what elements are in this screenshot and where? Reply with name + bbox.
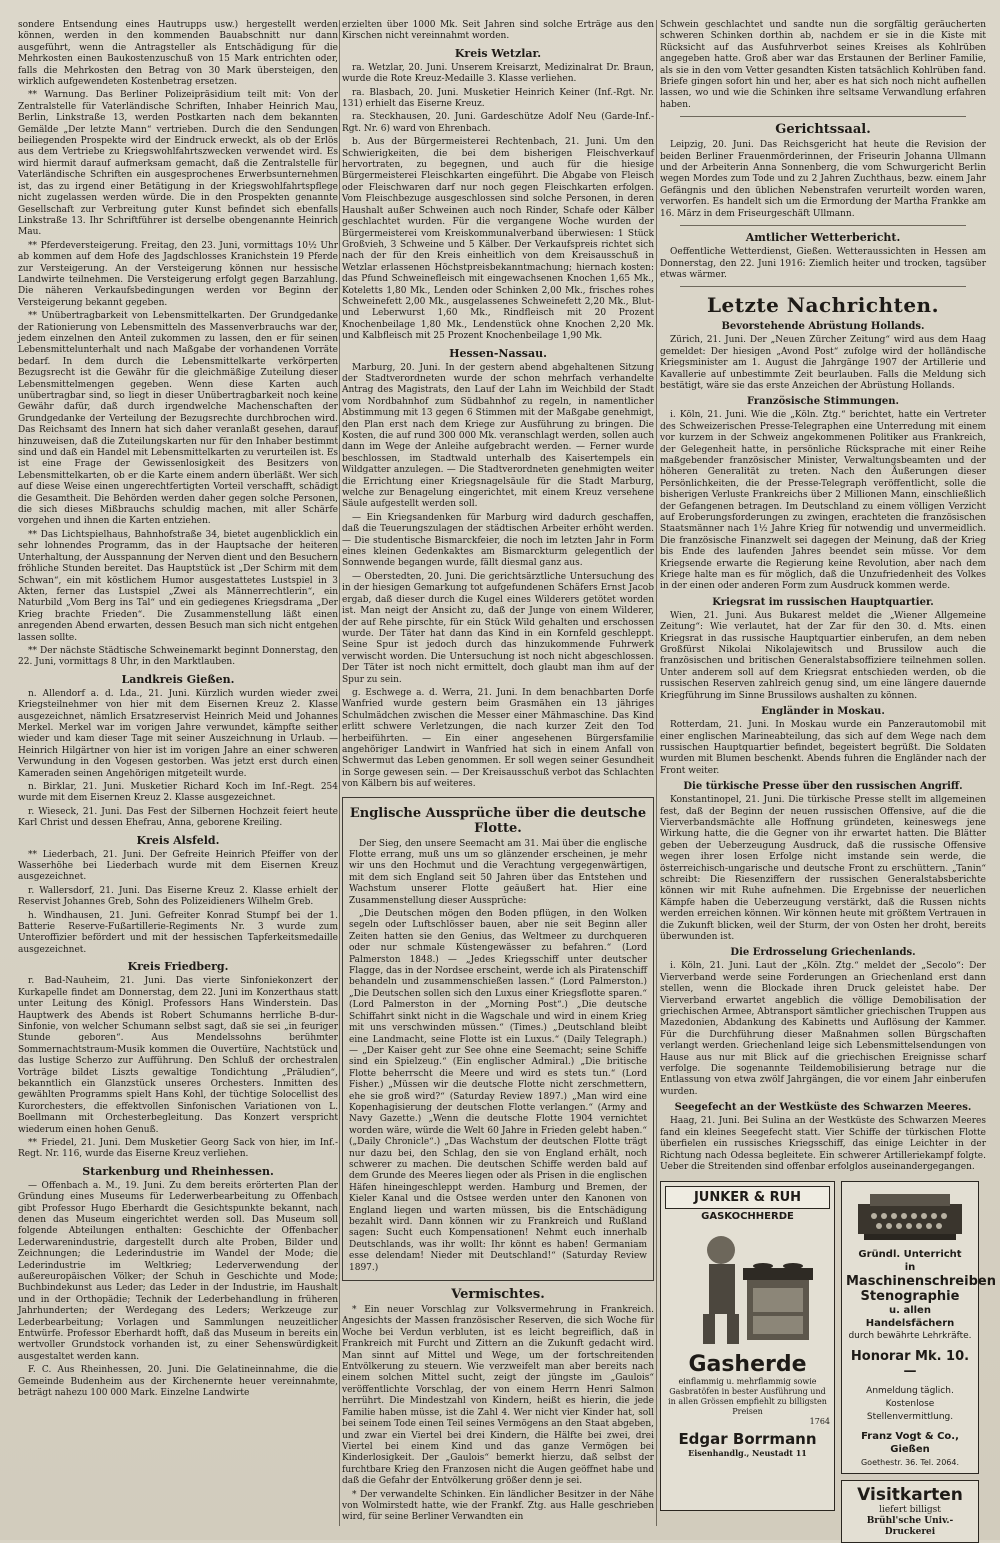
article-paragraph: i. Köln, 21. Juni. Laut der „Köln. Ztg.“ meldet der „Secolo“: Der Vierverband werde seine Forderungen an Griechenland erst dann stellen, wenn die Blockade ihren Druck geleistet habe. Der Vierverband erwartet angeblich die völlige Demobilisation der griechischen Armee, Abtransport sämtlicher griechischen Truppen aus Mazedonien, Abdankung des Kabinetts und Auflösung der Kammer. Für die Durchführung dieser Maßnahmen sollen Bürgschaften verlangt werden. Griechenland leige sich Lebensmittelsendungen von Hause aus nur mit Blick auf die griechischen Ereignisse scharf verfolge. Die sogenannte Teildemobilisierung betrage nur die Entlassung von etwa zwölf Jahrgängen, die vor einem Jahr einberufen wurden.	[660, 961, 986, 1097]
ad-title: Visitkarten	[857, 1485, 963, 1506]
subheading: Die Erdrosselung Griechenlands.	[730, 947, 916, 959]
article-paragraph: n. Allendorf a. d. Lda., 21. Juni. Kürzlich wurden wieder zwei Kriegsteilnehmer von hier mit dem Eisernen Kreuz 2. Klasse ausgezeichnet, nämlich Ersatzreservist Heinrich Meid und Johannes Merkel. Merkel war im vorigen Jahre verwundet, kämpfte seither wieder und kam dieser Tage mit seiner Auszeichnung in Urlaub. — Heinrich Hilgärtner von hier ist im vorigen Jahre an einer schweren Verwundung in den Vogesen gestorben. Was jetzt erst durch einen Kameraden seinen Angehörigen mitgeteilt wurde.	[18, 688, 338, 779]
article-paragraph: Leipzig, 20. Juni. Das Reichsgericht hat heute die Revision der beiden Berliner Frauenmörderinnen, der Friseurin Johanna Ullmann und der Arbeiterin Anna Sonnenberg, die vom Schwurgericht Berlin wegen Mordes zum Tode und zu 2 Jahren Zuchthaus, bezw. einem Jahr Gefängnis und den üblichen Nebenstrafen verurteilt worden waren, verworfen. Es handelt sich um die Ermordung der Martha Frankke am 16. März in dem Friseurgeschäft Ullmann.	[660, 140, 986, 219]
article-paragraph: b. Aus der Bürgermeisterei Rechtenbach, 21. Juni. Um den Schwierigkeiten, die bei dem bisherigen Fleischverkauf hervortraten, zu begegnen, und auch für die hiesige Bürgermeisterei Fleischkarten eingeführt. Die Abgabe von Fleisch oder Fleischwaren darf nur noch gegen Fleischkarten erfolgen. Vom Fleischbezuge ausgeschlossen sind solche Personen, in deren Haushalt außer Schweinen auch noch Rinder, Schafe oder Kälber geschlachtet wurden. Für die vergangene Woche wurden der Bürgermeisterei vom Kreiskommunalverband überwiesen: 1 Stück Großvieh, 3 Schweine und 5 Kälber. Der Verkaufspreis richtet sich nach der für den Kreis einheitlich von dem Kreisausschuß in Wetzlar erlassenen Höchstpreisbekanntmachung; hiernach kosten: das Pfund Schweinefleisch mit eingewachsenen Knochen 1,65 Mk., Koteletts 1,80 Mk., Lenden oder Schinken 2,00 Mk., frisches rohes Schweinefett 2,00 Mk., ausgelassenes Schweinefett 2,20 Mk., Blut- und Leberwurst 1,60 Mk., Rindfleisch mit 20 Prozent Knochenbeilage 1,80 Mk., Lendenstück ohne Knochen 2,20 Mk. und Kalbfleisch mit 25 Prozent Knochenbeilage 1,90 Mk.	[342, 137, 654, 342]
ad-address: Eisenhandlg., Neustadt 11	[688, 1448, 807, 1459]
column-rule	[339, 20, 340, 1526]
article-paragraph: h. Windhausen, 21. Juni. Gefreiter Konrad Stumpf bei der 1. Batterie Reserve-Fußartillerie-Regiments Nr. 3 wurde zum Unteroffizier befördert und mit der hessischen Tapferkeitsmedaille ausgezeichnet.	[18, 910, 338, 955]
ad-address: Goethestr. 36. Tel. 2064.	[860, 1458, 959, 1468]
subheading: Seegefecht an der Westküste des Schwarzen Meeres.	[674, 1102, 972, 1114]
section-heading: Landkreis Gießen.	[121, 672, 235, 686]
article-paragraph: Zürich, 21. Juni. Der „Neuen Zürcher Zeitung“ wird aus dem Haag gemeldet: Der hiesigen „Avond Post“ zufolge wird der holländische Kriegsminister am 1. August die Jahrgänge 1907 der Artillerie und Kavallerie auf unbestimmte Zeit beurlauben. Falls die Meldung sich bestätigt, wäre sie das erste Anzeichen der Abrüstung Hollands.	[660, 335, 986, 391]
article-paragraph: g. Eschwege a. d. Werra, 21. Juni. In dem benachbarten Dorfe Wanfried wurde gestern beim Grasmähen ein 13 jähriges Schulmädchen zwischen die Messer einer Mähmaschine. Das Kind erlitt schwere Verletzungen, die nach kurzer Zeit den Tod herbeiführten. — Ein einer angesehenen Bürgersfamilie angehöriger Landwirt in Wanfried hat sich in einem Anfall von Schwermut das Leben genommen. Er soll wegen seiner Gesundheit in Sorge gewesen sein. — Der Kreisausschuß verbot das Schlachten von Kälbern bis auf weiteres.	[342, 687, 654, 790]
article-paragraph: ** Warnung. Das Berliner Polizeipräsidium teilt mit: Von der Zentralstelle für Vaterländische Schriften, Inhaber Heinrich Mau, Berlin, Linkstraße 13, werden Postkarten nach dem bekannten Gemälde „Der letzte Mann“ vertrieben. Durch die den Sendungen beiliegenden Prospekte wird der Eindruck erweckt, als ob der Erlös aus dem Vertriebe zu Kriegswohlfahrtszwecken verwendet wird. Es wird hiermit darauf aufmerksam gemacht, daß die Zentralstelle für Vaterländische Schriften ein ausgesprochenes Erwerbsunternehmen ist, das zu irgend einer Betätigung in der Kriegswohlfahrtspflege nicht zugelassen werden würde. Die in den Prospekten genannte Gesellschaft zur Verbreitung guter Kunst befindet sich ebenfalls Linkstraße 13. Ihr Schriftführer ist derselbe obengenannte Heinrich Mau.	[18, 90, 338, 238]
ad-line: Anmeldung täglich. Kostenlose Stellenvermittlung.	[866, 1386, 954, 1423]
article-paragraph: * Der verwandelte Schinken. Ein ländlicher Besitzer in der Nähe von Wolmirstedt hatte, wie der Frankf. Ztg. aus Halle geschrieben wird, für seine Berliner Verwandten ein	[342, 1489, 654, 1523]
ad-firm: Brühl'sche Univ.-Druckerei	[866, 1516, 954, 1538]
article-paragraph: Haag, 21. Juni. Bei Sulina an der Westküste des Schwarzen Meeres fand ein kleines Seegefecht statt. Vier Schiffe der türkischen Flotte überfielen ein russisches Kriegsschiff, das einige Leichter in der Richtung nach Odessa begleitete. Ein schwerer Artilleriekampf folgte. Ueber die Streitenden sind offenbar erfolglos auseinandergegangen.	[660, 1116, 986, 1172]
ad-number: 1764	[809, 1417, 830, 1427]
ad-right-stack	[841, 1181, 996, 1543]
ad-line: durch bewährte Lehrkräfte.	[848, 1331, 972, 1342]
typewriter-icon	[850, 1186, 970, 1244]
section-heading: Kreis Friedberg.	[127, 960, 229, 974]
ad-line: in	[904, 1262, 916, 1274]
column-3	[660, 20, 996, 1538]
ad-subtitle: GASKOCHHERDE	[701, 1211, 794, 1223]
article-paragraph: Wien, 21. Juni. Aus Bukarest meldet die „Wiener Allgemeine Zeitung“: Wie verlautet, hat der Zar für den 30. d. Mts. einen Kriegsrat in das russische Hauptquartier einberufen, an dem neben Großfürst Nikolai Nikolajewitsch und Brussilow auch die französischen und britischen Generalstabsoffiziere teilnehmen sollen. Unter anderem soll auf dem Kriegsrat entschieden werden, ob die russischen Reserven zahlreich genug sind, um eine längere dauernde Kriegführung im Sinne Brussilows aushalten zu können.	[660, 610, 986, 701]
article-paragraph: r. Wieseck, 21. Juni. Das Fest der Silbernen Hochzeit feiert heute Karl Christ und dessen Ehefrau, Anna, geborene Kreiling.	[18, 806, 338, 829]
article-paragraph: ** Pferdeversteigerung. Freitag, den 23. Juni, vormittags 10½ Uhr ab kommen auf dem Hofe des Jagdschlosses Kranichstein 19 Pferde zur Versteigerung. An der Versteigerung können nur hessische Landwirte teilnehmen. Die Versteigerung erfolgt gegen Barzahlung. Die näheren Verkaufsbedingungen werden vor Beginn der Versteigerung bekannt gegeben.	[18, 240, 338, 308]
article-paragraph: ra. Steckhausen, 20. Juni. Gardeschütze Adolf Neu (Garde-Inf.-Rgt. Nr. 6) ward von Ehrenbach.	[342, 112, 654, 134]
article-paragraph: „Die Deutschen mögen den Boden pflügen, in den Wolken segeln oder Luftschlösser bauen, aber nie seit Beginn aller Zeiten hatten sie den Genius, das Weltmeer zu durchqueren oder nur schmale Küstengewässer zu befahren.“ (Lord Palmerston 1848.) — „Jedes Kriegsschiff unter deutscher Flagge, das in der Nordsee erscheint, werde ich als Piratenschiff behandeln und zusammenschießen lassen.“ (Lord Palmerston.) „Die Deutschen sollen sich den Luxus einer Kriegsflotte sparen.“ (Lord Palmerston in der „Morning Post“.) „Die deutsche Schiffahrt sinkt nicht in die Wagschale und wird in einem Krieg mit uns verschwinden müssen.“ (Times.) „Deutschland bleibt eine Landmacht, seine Flotte ist ein Luxus.“ (Daily Telegraph.) — „Der Kaiser geht zur See ohne eine Seemacht; seine Schiffe sind ein Spielzeug.“ (Ein englischer Admiral.) „Die britische Flotte beherrscht die Meere und wird es stets tun.“ (Lord Fisher.) „Müssen wir die deutsche Flotte nicht zerschmettern, ehe sie groß wird?“ (Saturday Review 1897.) „Man wird eine Kopenhagisierung der deutschen Flotte verlangen.“ (Army and Navy Gazette.) „Wenn die deutsche Flotte 1904 vernichtet worden wäre, würde die Welt 60 Jahre in Frieden gelebt haben.“ („Daily Chronicle“.) „Das Wachstum der deutschen Flotte trägt nur dazu bei, den Schlag, den sie von England erhält, noch schwerer zu machen. Die deutschen Schiffe werden bald auf dem Grunde des Meeres liegen oder als Prisen in die englischen Häfen hineingeschleppt werden. Hamburg und Bremen, der Kieler Kanal und die Ostsee werden unter den Kanonen von England liegen und warten müssen, bis die Entschädigung bezahlt wird. Dann können wir zu Frankreich und Rußland sagen: Sucht euch Kompensationen! Nehmt euch innerhalb Deutschlands, was ihr wollt: Ihr könnt es haben! Germaniam esse delendam! Nieder mit Deutschland!“ (Saturday Review 1897.)	[349, 909, 647, 1273]
article-paragraph: ** Der nächste Städtische Schweinemarkt beginnt Donnerstag, den 22. Juni, vormittags 8 Uhr, in den Marktlauben.	[18, 645, 338, 668]
ad-description: einflammig u. mehrflammig sowie Gasbratöfen in bester Ausführung und in allen Grössen empfiehlt zu billigsten Preisen	[668, 1377, 827, 1417]
article-paragraph: Schwein geschlachtet und sandte nun die sorgfältig geräucherten schweren Schinken dorthin ab, nachdem er sie in die Kiste mit Rücksicht auf das Ausfuhrverbot seines Kreises als Kohlrüben angegeben hatte. Groß aber war das Erstaunen der Berliner Familie, als sie in den vom Vetter gesandten Kisten tatsächlich Kohlrüben fand. Briefe gingen sofort hin und her, aber es hat sich noch nicht aufhellen lassen, wo und wie die Schinken ihre seltsame Verwandlung erfahren haben.	[660, 20, 986, 110]
boxed-article-title: Englische Aussprüche über die deutsche Flotte.	[349, 805, 647, 836]
divider	[680, 225, 966, 226]
ad-line: Maschinenschreiben	[846, 1274, 996, 1290]
gas-stove-illustration	[673, 1228, 823, 1348]
subheading: Bevorstehende Abrüstung Hollands.	[721, 321, 925, 333]
section-heading: Vermischtes.	[451, 1287, 545, 1303]
article-paragraph: Der Sieg, den unsere Seemacht am 31. Mai über die englische Flotte errang, muß uns um so glänzender erscheinen, je mehr wir uns den Hochmut und die Verachtung vergegenwärtigen, mit dem sich England seit 50 Jahren über das Entstehen und Wachstum unserer Flotte geäußert hat. Hier eine Zusammenstellung dieser Aussprüche:	[349, 838, 647, 906]
column-rule	[656, 20, 657, 1526]
article-paragraph: * Ein neuer Vorschlag zur Volksvermehrung in Frankreich. Angesichts der Massen französischer Reserven, die sich Woche für Woche bei Verdun verbluten, ist es leicht begreiflich, daß in Frankreich mit Furcht und Zittern an die Zukunft gedacht wird. Man sinnt auf Mittel und Wege, um der fortschreitenden Entvölkerung zu steuern. Wie verzweifelt man aber bereits nach einem solchen Mittel sucht, zeigt der jüngste im „Gaulois“ veröffentlichte Vorschlag, der von einem Herrn Henri Salmon herrührt. Die Mindestzahl von Kindern, heißt es hierin, die jede Familie haben müsse, ist die Zahl 4. Wer nicht vier Kinder hat, soll bei seinem Tode einen Teil seines Vermögens an den Staat abgeben, und zwar ein Viertel bei drei Kindern, die Hälfte bei zwei, drei Viertel bei einem Kind und das ganze Vermögen bei Kinderlosigkeit. Der „Gaulois“ bemerkt hierzu, daß selbst der furchtbare Krieg den Franzosen nicht die Augen geöffnet habe und daß die Gefahr der Entvölkerung größer denn je sei.	[342, 1305, 654, 1487]
article-paragraph: Marburg, 20. Juni. In der gestern abend abgehaltenen Sitzung der Stadtverordneten wurde der schon mehrfach verhandelte Antrag des Magistrats, den Lauf der Lahn im Weichbild der Stadt vom Nordbahnhof zum Südbahnhof zu regeln, in namentlicher Abstimmung mit 13 gegen 6 Stimmen mit der Maßgabe genehmigt, den Plan erst nach dem Kriege zur Ausführung zu bringen. Die Kosten, die auf rund 300 000 Mk. veranschlagt werden, sollen auch dann im Wege der Anleihe aufgebracht werden. — Ferner wurde beschlossen, im Stadtwald unterhalb des Kaisertempels ein Wildgatter anzulegen. — Die Stadtverordneten genehmigten weiter die Errichtung einer Kriegsnagelsäule für die Stadt Marburg, welche zur Benagelung eingerichtet, mit einem Kreuz versehene Säule aufgestellt werden soll.	[342, 362, 654, 510]
column-1	[18, 20, 338, 1526]
section-heading: Amtlicher Wetterbericht.	[745, 231, 901, 245]
ad-typing-school	[841, 1181, 996, 1474]
section-heading: Starkenburg und Rheinhessen.	[82, 1164, 274, 1178]
article-paragraph: i. Köln, 21. Juni. Wie die „Köln. Ztg.“ berichtet, hatte ein Vertreter des Schweizerischen Presse-Telegraphen eine Unterredung mit einem vor kurzem in der Schweiz angekommenen Politiker aus Frankreich, der Gelegenheit hatte, in persönliche Rücksprache mit einer Reihe maßgebender französischer Minister, Verwaltungsbeamten und der höheren Generalität zu treten. Nach den Äußerungen dieser Persönlichkeiten, die der Presse-Telegraph veröffentlicht, solle die bisherigen Verluste Frankreichs über 2 Millionen Mann, einschließlich der Gefangenen betragen. Im Deutschland zu einem völligen Verzicht auf Eroberungsforderungen zu zwingen, erachteten die französischen Staatsmänner nach 1½ Jahre Krieg für notwendig und unvermeidlich. Die französische Finanzwelt sei dagegen der Meinung, daß der Krieg bis Ende des laufenden Jahres beendet sein müsse. Vor dem Kriegsende erwarte die Regierung keine Revolution, aber nach dem Kriege halte man es für möglich, daß die Unzufriedenheit des Volkes in der einen oder anderen Form zum Ausdruck kommen werde.	[660, 410, 986, 592]
main-heading: Letzte Nachrichten.	[706, 293, 940, 318]
section-heading: Kreis Wetzlar.	[454, 46, 542, 60]
article-paragraph: Konstantinopel, 21. Juni. Die türkische Presse stellt im allgemeinen fest, daß der Beginn der neuen russischen Offensive, auf die die Vierverbandsmächte alle Hoffnung gründeten, keineswegs jene Wirkung hatte, die die Gegner von ihr erwartet hatten. Die Blätter geben der Ueberzeugung Ausdruck, daß die russische Offensive wegen ihrer losen Erfolge nicht imstande sein werde, die österreichisch-ungarische und deutsche Front zu erschüttern. „Tanin“ schreibt: Die Riesenziffern der russischen Generalstabsberichte können wir mit Ruhe aufnehmen. Die Ergebnisse der neuerlichen Kämpfe haben die Ueberzeugung verstärkt, daß die Russen nichts werden erreichen können. Wir können heute mit größtem Vertrauen in die Zukunft blicken, weil der Sturm, der von Osten her droht, bereits überwunden ist.	[660, 795, 986, 942]
article-paragraph: ra. Wetzlar, 20. Juni. Unserem Kreisarzt, Medizinalrat Dr. Braun, wurde die Rote Kreuz-Medaille 3. Klasse verliehen.	[342, 62, 654, 85]
subheading: Französische Stimmungen.	[746, 396, 899, 408]
article-paragraph: erzielten über 1000 Mk. Seit Jahren sind solche Erträge aus den Kirschen nicht vereinnahmt worden.	[342, 20, 654, 42]
article-paragraph: r. Bad-Nauheim, 21. Juni. Das vierte Sinfoniekonzert der Kurkapelle findet am Donnerstag, dem 22. Juni im Konzerthaus statt unter Leitung des Königl. Professors Hans Winderstein. Das Hauptwerk des Abends ist Robert Schumanns herrliche B-dur-Sinfonie, von welcher Schumann selbst sagt, daß sie sei „in feuriger Stunde geboren“. Aus Mendelssohns berühmter Sommernachtstraum-Musik kommen die Ouvertüre, Nachtstück und das lustige Scherzo zur Aufführung. Den Schluß der orchestralen Vorträge bildet Liszts gewaltige Tondichtung „Präludien“, bekanntlich ein Glanzstück unseres Orchesters. Inmitten des gewählten Programms spielt Hans Kohl, der tüchtige Solocellist des Kurorchesters, die effektvollen Sinfonischen Variationen von L. Boellmann mit Orchesterbegleitung. Das Konzert verspricht wiederum einen hohen Genuß.	[18, 976, 338, 1135]
ad-line: u. allen Handelsfächern	[865, 1305, 955, 1330]
ad-brand: Gasherde	[688, 1352, 807, 1378]
section-heading: Kreis Alsfeld.	[136, 833, 220, 847]
article-paragraph: Oeffentliche Wetterdienst, Gießen. Wetteraussichten in Hessen am Donnerstag, den 22. Juni 1916: Ziemlich heiter und trocken, tagsüber etwas wärmer.	[660, 247, 986, 280]
article-paragraph: r. Wallersdorf, 21. Juni. Das Eiserne Kreuz 2. Klasse erhielt der Reservist Johannes Greb, Sohn des Polizeidieners Wilhelm Greb.	[18, 885, 338, 908]
divider	[680, 116, 966, 117]
ad-title: JUNKER & RUH	[665, 1186, 830, 1209]
ad-line: liefert billigst	[879, 1505, 941, 1516]
article-paragraph: sondere Entsendung eines Hautrupps usw.) hergestellt werden können, werden in den kommenden Bauabschnitt nur dann ausgeführt, wenn die Antragsteller als Entschädigung für die Mehrkosten einen Baukostenzuschuß von 15 Mark entrichten oder, falls die Mehrkosten den Betrag von 30 Mark übersteigen, den wirklich aufgewendeten Kostenbetrag ersetzen.	[18, 20, 338, 88]
article-paragraph: ** Unübertragbarkeit von Lebensmittelkarten. Der Grundgedanke der Rationierung von Lebensmitteln des Massenverbrauchs war der, jedem einzelnen den Anteil zukommen zu lassen, den er für seinen Lebensmittelunterhalt und nach Maßgabe der vorhandenen Vorräte bedarf. In dem durch die Lebensmittelkarte verkörperten Bezugsrecht ist die Gewähr für die gleichmäßige Zuteilung dieser Lebensmittelmengen gegeben. Wenn diese Karten auch unübertragbar sind, so liegt in dieser Unübertragbarkeit noch keine Gewähr dafür, daß durch irgendwelche Machenschaften der Grundgedanke der Verteilung der Bezugsrechte durchbrochen wird. Das Reichsamt des Innern hat sich daher veranlaßt gesehen, darauf hinzuweisen, daß die Zuteilungskarten nur für den Inhaber bestimmt sind und daß ein Handel mit Lebensmittelkarten zu verurteilen ist. Es ist eine Frage der Gewissenlosigkeit des Besitzers von Lebensmittelkarten, ob er die Karte einem andern überläßt. Wer sich auf diese Weise einen ungerechtfertigten Vorteil verschafft, schädigt die Gesamtheit. Die Behörden werden daher gegen solche Personen, die sich dieses Mißbrauchs schuldig machen, mit aller Schärfe vorgehen und ihnen die Karten entziehen.	[18, 311, 339, 527]
article-paragraph: ** Friedel, 21. Juni. Dem Musketier Georg Sack von hier, im Inf.-Regt. Nr. 116, wurde das Eiserne Kreuz verliehen.	[18, 1137, 338, 1160]
article-paragraph: ** Das Lichtspielhaus, Bahnhofstraße 34, bietet augenblicklich ein sehr lohnendes Programm, das in der Hauptsache der heiteren Unterhaltung, der Ausspannung der Nerven dient und den Besuchern fröhliche Stunden bereitet. Das Hauptstück ist „Der Schirm mit dem Schwan“, ein mit köstlichem Humor ausgestattetes Lustspiel in 3 Akten, ferner das Lustspiel „Zwei als Männerrechtlerin“, ein Naturbild „Vom Berg ins Tal“ und ein gediegenes Kriegsdrama „Der Krieg brachte Frieden“. Die Zusammenstellung läßt einen anregenden Abend erwarten, dessen Besuch man sich nicht entgehen lassen sollte.	[18, 529, 338, 643]
subheading: Kriegsrat im russischen Hauptquartier.	[712, 596, 934, 608]
article-paragraph: ra. Blasbach, 20. Juni. Musketier Heinrich Keiner (Inf.-Rgt. Nr. 131) erhielt das Eiserne Kreuz.	[342, 87, 654, 110]
ad-price: Honorar Mk. 10.—	[850, 1349, 970, 1380]
article-paragraph: — Offenbach a. M., 19. Juni. Zu dem bereits erörterten Plan der Gründung eines Museums für Lederwerbearbeitung zu Offenbach gibt Professor Hugo Eberhardt die Gesichtspunkte bekannt, nach denen das Museum eingerichtet werden soll. Das Museum soll folgende Abteilungen enthalten: Geschichte der Offenbacher Lederwarenindustrie, dargestellt durch alte Proben, Bilder und Zeichnungen; die Lederindustrie im Wandel der Mode; die Lederindustrie im Weltkrieg; Lederverwendung der außereuropäischen Völker; der Schuh in Geschichte und Mode; Buchbindekunst aus Leder; das Leder in der Industrie, im Haushalt und in der Orthopädie; Technik der Lederbehandlung in früheren Jahrhunderten; der Werdegang des Leders; Werkzeuge zur Lederbearbeitung; Vorlagen und Sammlungen neuzeitlicher Entwürfe. Professor Eberhardt hofft, daß das Museum in bereits ein wertvoller Grundstock vorhanden ist, zu einer Sehenswürdigkeit ausgestaltet werden kann.	[18, 1180, 338, 1362]
subheading: Die türkische Presse über den russischen Angriff.	[683, 781, 963, 793]
ad-gas-stoves	[660, 1181, 835, 1511]
column-2	[342, 20, 654, 1526]
article-paragraph: — Oberstedten, 20. Juni. Die gerichtsärztliche Untersuchung des in der hiesigen Gemarkung tot aufgefundenen Schäfers Ernst Jacob ergab, daß dieser durch die Kugel eines Wilderers getötet worden ist. Man neigt der Ansicht zu, daß der Junge von einem Wilderer, der auf Rehe pirschte, für ein Stück Wild gehalten und erschossen wurde. Der Täter hat dann das Kind in ein Kornfeld geschleppt. Seine Spur ist jedoch durch das hinzukommende Fuhrwerk verwischt worden. Die Untersuchung ist noch nicht abgeschlossen. Der Täter ist noch nicht ermittelt, doch glaubt man ihm auf der Spur zu sein.	[342, 571, 654, 685]
divider	[680, 286, 966, 287]
ad-line: Gründl. Unterricht	[858, 1249, 962, 1261]
advertisements	[660, 1181, 996, 1543]
article-paragraph: n. Birklar, 21. Juni. Musketier Richard Koch im Inf.-Regt. 254 wurde mit dem Eisernen Kreuz 2. Klasse ausgezeichnet.	[18, 782, 338, 804]
article-paragraph: F. C. Aus Rheinhessen, 20. Juni. Die Gelatineinnahme, die die Gemeinde Budenheim aus der Kirchenernte heuer vereinnahmte, beträgt nahezu 100 000 Mark. Einzelne Landwirte	[18, 1365, 338, 1399]
ad-merchant-name: Edgar Borrmann	[678, 1430, 817, 1449]
subheading: Engländer in Moskau.	[761, 706, 885, 718]
boxed-article	[342, 797, 654, 1281]
article-paragraph: — Ein Kriegsandenken für Marburg wird dadurch geschaffen, daß die Teuerungszulagen der städtischen Arbeiter erhöht werden. — Die studentische Bismarckfeier, die noch im letzten Jahr in Form eines kleinen Gedenkaktes am Bismarckturm gelegentlich der Sonnwende begangen wurde, fällt diesmal ganz aus.	[342, 512, 654, 569]
section-heading: Gerichtssaal.	[775, 122, 871, 138]
article-paragraph: Rotterdam, 21. Juni. In Moskau wurde ein Panzerautomobil mit einer englischen Marineabteilung, das sich auf dem Wege nach dem russischen Hauptquartier befindet, begeistert begrüßt. Die Soldaten wurden mit Blumen beschenkt. Abends fuhren die Engländer nach der Front weiter.	[660, 720, 986, 776]
ad-line: Stenographie	[860, 1289, 960, 1305]
article-paragraph: ** Liederbach, 21. Juni. Der Gefreite Heinrich Pfeiffer von der Wasserhöhe bei Liederbach wurde mit dem Eisernen Kreuz ausgezeichnet.	[18, 849, 338, 883]
section-heading: Hessen-Nassau.	[449, 346, 547, 360]
ad-firm: Franz Vogt & Co., Gießen	[861, 1431, 959, 1456]
ad-business-cards	[841, 1480, 979, 1543]
